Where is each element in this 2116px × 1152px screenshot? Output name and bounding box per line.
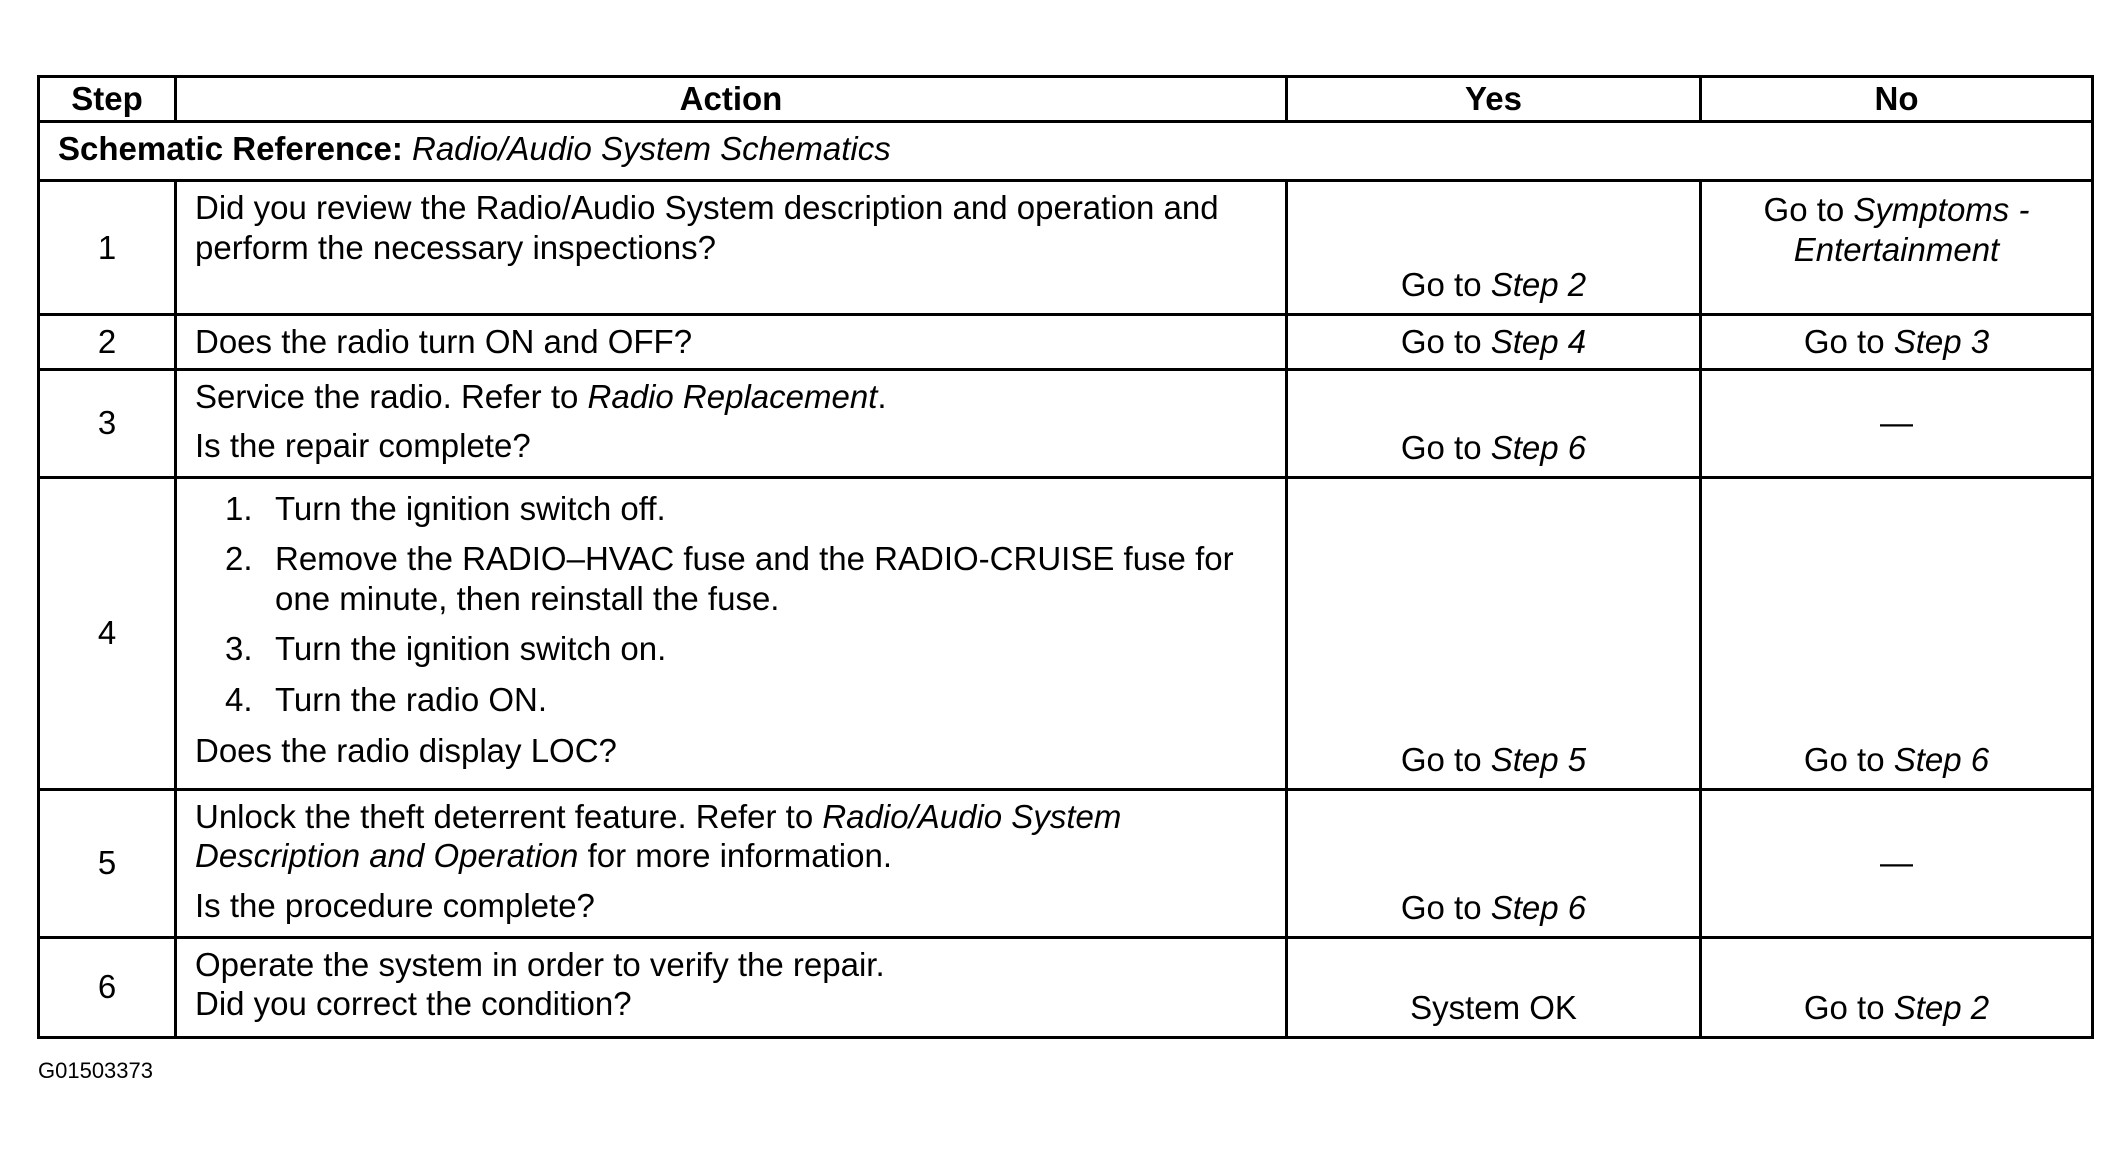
no-cell [1701, 789, 2093, 937]
step-number: 2 [39, 315, 176, 370]
no-prefix: Go to [1803, 989, 1885, 1026]
step-number: 5 [39, 789, 176, 937]
action-prefix: Service the radio. Refer to [195, 377, 579, 415]
yes-prefix: Go to [1400, 889, 1482, 926]
header-no: No [1701, 77, 2093, 122]
yes-link[interactable]: Step 5 [1490, 741, 1587, 778]
no-cell [1701, 937, 2093, 1037]
action-prefix: Unlock the theft deterrent feature. Refer to [195, 797, 814, 835]
yes-cell [1287, 369, 1701, 477]
diagnostic-table-container [37, 75, 2091, 1039]
no-link[interactable]: Step 6 [1893, 741, 1990, 778]
step-number: 6 [39, 937, 176, 1037]
action-question: Does the radio display LOC? [195, 731, 617, 769]
list-item [195, 489, 1267, 529]
list-item [195, 680, 1267, 720]
action-suffix: . [877, 377, 887, 415]
action-link[interactable]: Radio Replacement [587, 377, 878, 415]
substep-number: 2. [225, 540, 253, 578]
substep-text: Turn the ignition switch on. [275, 630, 667, 668]
figure-id: G01503373 [38, 1058, 153, 1083]
no-cell [1701, 315, 2093, 370]
substep-list [195, 489, 1267, 720]
step-number: 3 [39, 369, 176, 477]
yes-prefix: Go to [1400, 741, 1482, 778]
yes-prefix: Go to [1400, 429, 1482, 466]
yes-link[interactable]: Step 2 [1490, 266, 1587, 304]
header-row [39, 77, 2093, 122]
step-number: 1 [39, 181, 176, 315]
table-row [39, 315, 2093, 370]
no-link[interactable]: Step 2 [1893, 989, 1990, 1026]
yes-text: System OK [1410, 989, 1577, 1026]
table-row [39, 789, 2093, 937]
action-instruction [195, 797, 1267, 876]
diagnostic-table [37, 75, 2094, 1039]
no-cell [1701, 369, 2093, 477]
action-cell [176, 789, 1287, 937]
yes-cell [1287, 937, 1701, 1037]
substep-number: 3. [225, 630, 253, 668]
substep-number: 1. [225, 489, 253, 527]
action-question: Is the procedure complete? [195, 886, 595, 924]
no-dash: — [1880, 844, 1913, 882]
substep-text: Remove the RADIO–HVAC fuse and the RADIO-CRUISE fuse for one minute, then reinstall the fuse. [275, 540, 1234, 617]
yes-cell [1287, 315, 1701, 370]
schematic-reference-row [39, 122, 2093, 181]
substep-number: 4. [225, 680, 253, 718]
action-cell [176, 181, 1287, 315]
yes-cell [1287, 181, 1701, 315]
action-text: Did you review the Radio/Audio System description and operation and perform the necessary inspections? [195, 189, 1219, 266]
no-prefix: Go to [1803, 323, 1885, 360]
step-number: 4 [39, 477, 176, 789]
action-text: Operate the system in order to verify the repair. [195, 945, 885, 983]
header-action: Action [176, 77, 1287, 122]
action-question: Did you correct the condition? [195, 985, 632, 1023]
action-cell [176, 369, 1287, 477]
no-dash: — [1880, 404, 1913, 442]
schematic-reference-link[interactable]: Radio/Audio System Schematics [412, 130, 891, 167]
action-cell [176, 937, 1287, 1037]
table-row [39, 369, 2093, 477]
schematic-reference [39, 122, 2093, 181]
yes-link[interactable]: Step 6 [1490, 889, 1587, 926]
header-step: Step [39, 77, 176, 122]
action-question: Is the repair complete? [195, 427, 531, 465]
table-row [39, 477, 2093, 789]
schematic-reference-label: Schematic Reference: [58, 130, 403, 167]
no-link[interactable]: Symptoms - Entertainment [1793, 191, 2030, 268]
action-text: Does the radio turn ON and OFF? [195, 323, 693, 360]
no-cell [1701, 181, 2093, 315]
yes-prefix: Go to [1400, 323, 1482, 360]
action-cell [176, 315, 1287, 370]
header-yes: Yes [1287, 77, 1701, 122]
substep-text: Turn the ignition switch off. [275, 489, 666, 527]
no-link[interactable]: Step 3 [1893, 323, 1990, 360]
no-cell [1701, 477, 2093, 789]
substep-text: Turn the radio ON. [275, 680, 548, 718]
no-prefix: Go to [1763, 191, 1845, 228]
yes-link[interactable]: Step 6 [1490, 429, 1587, 466]
action-suffix: for more information. [587, 837, 893, 875]
yes-cell [1287, 477, 1701, 789]
yes-cell [1287, 789, 1701, 937]
list-item [195, 539, 1267, 618]
no-prefix: Go to [1803, 741, 1885, 778]
action-instruction [195, 377, 1267, 417]
yes-link[interactable]: Step 4 [1490, 323, 1587, 360]
yes-prefix: Go to [1400, 266, 1482, 304]
list-item [195, 629, 1267, 669]
table-row [39, 937, 2093, 1037]
action-cell [176, 477, 1287, 789]
table-row [39, 181, 2093, 315]
action-link[interactable]: Radio/Audio System Description and Operation [195, 797, 1122, 875]
